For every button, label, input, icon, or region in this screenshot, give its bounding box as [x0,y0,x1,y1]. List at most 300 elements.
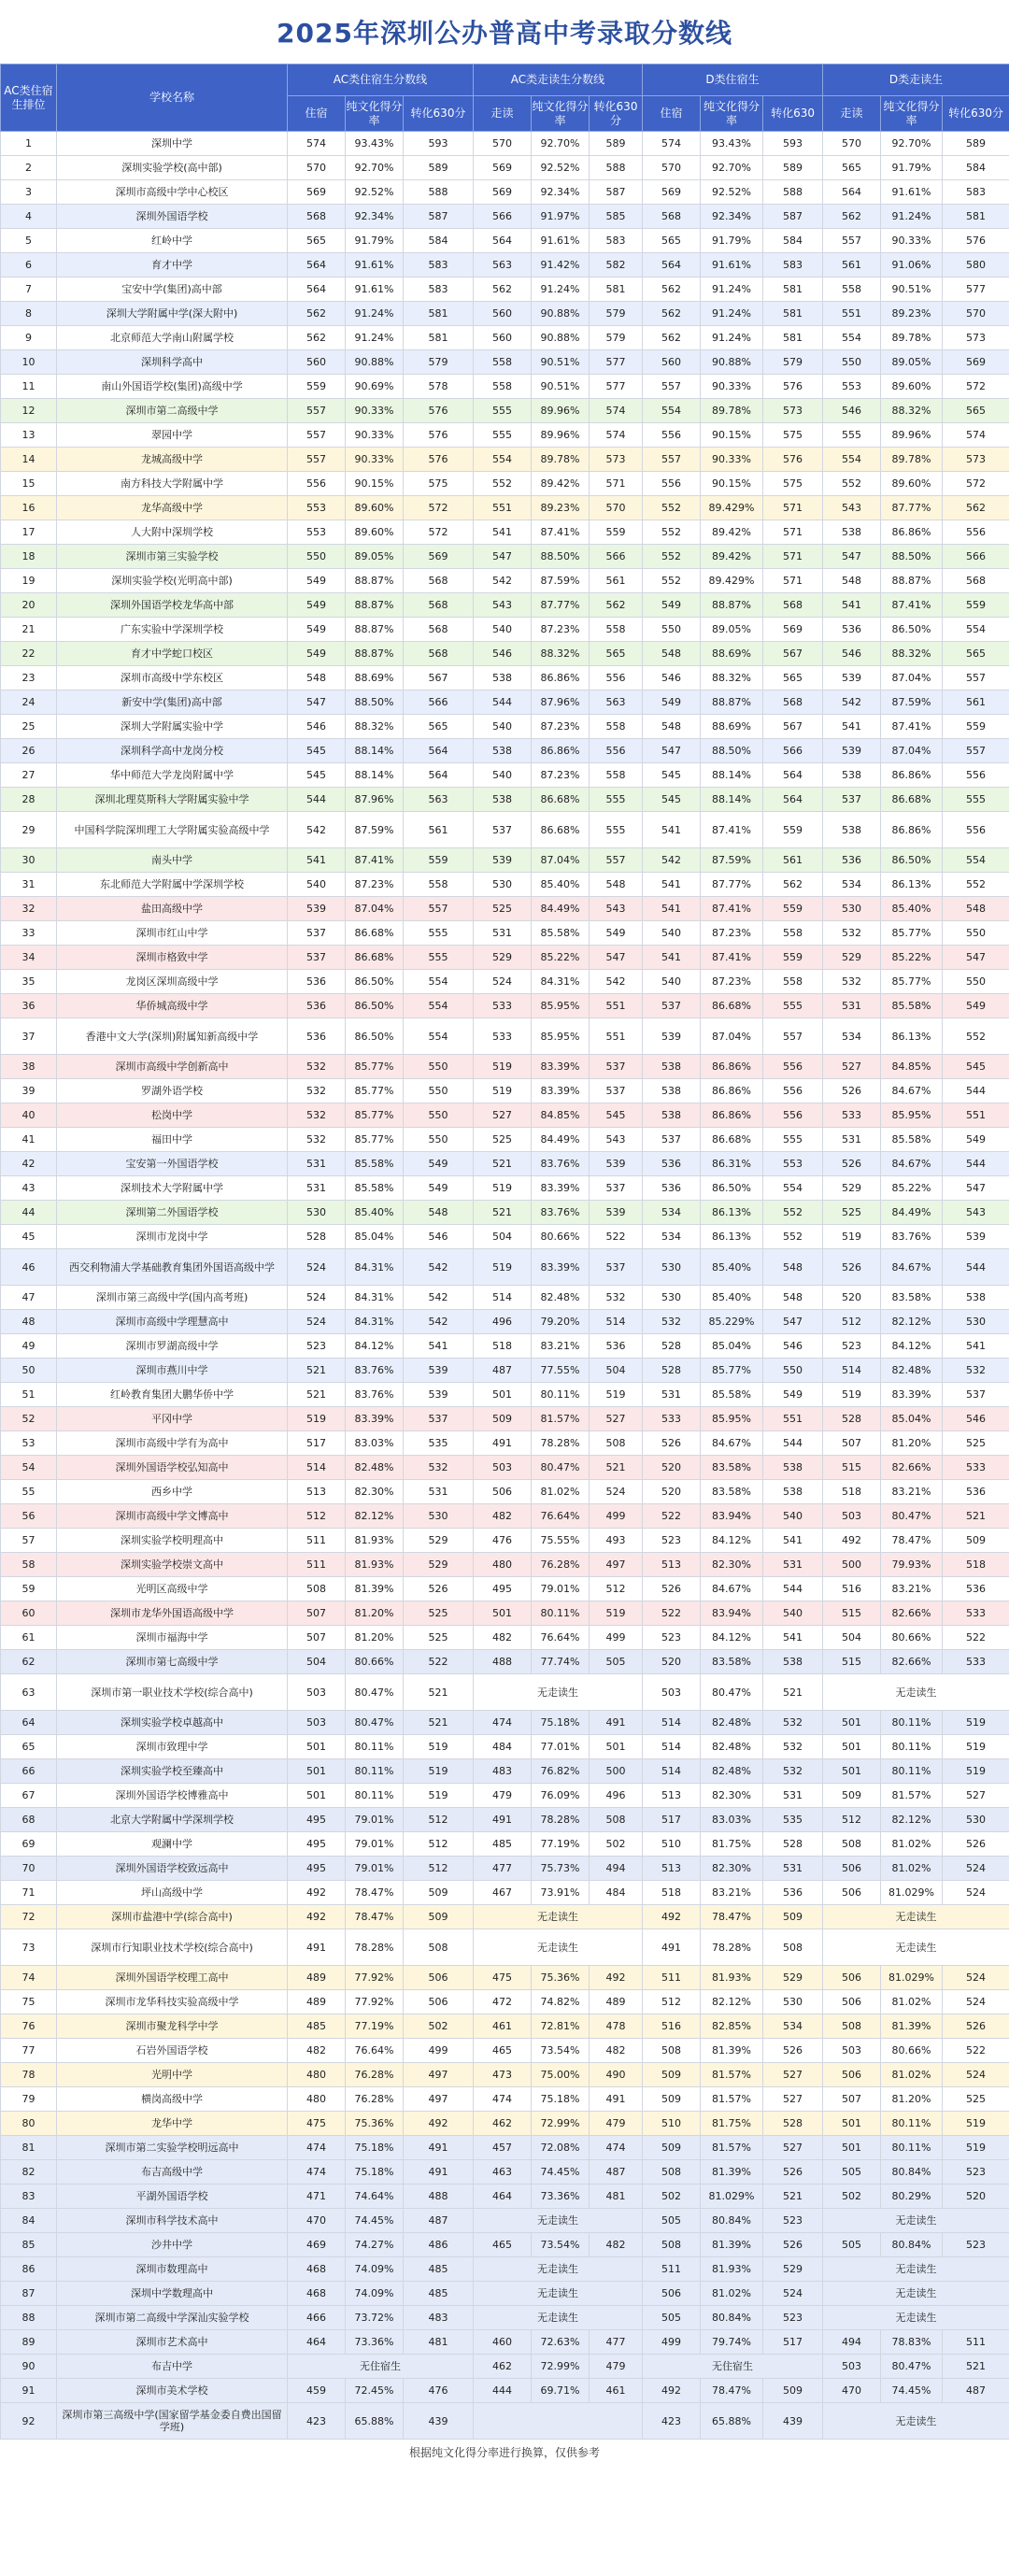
cell-d-day-score: 519 [823,1383,881,1407]
cell-d-day-rate: 87.04% [881,739,943,763]
cell-d-day-score: 506 [823,1881,881,1905]
cell-rank: 74 [1,1966,57,1990]
cell-d-day-conv: 559 [943,715,1009,739]
cell-d-res-score: 548 [643,715,701,739]
cell-d-res-conv: 548 [763,1249,823,1286]
cell-d-res-score: 542 [643,848,701,873]
cell-school: 深圳技术大学附属中学 [57,1176,288,1201]
cell-ac-res-score: 524 [288,1286,346,1310]
cell-d-day-score: 526 [823,1249,881,1286]
cell-ac-res-rate: 90.33% [346,423,404,448]
cell-d-res-conv: 538 [763,1480,823,1504]
cell-ac-day-rate: 75.18% [532,1711,590,1735]
cell-ac-res-score: 475 [288,2112,346,2136]
cell-ac-res-conv: 506 [404,1990,474,2014]
cell-rank: 30 [1,848,57,873]
cell-d-res-conv: 526 [763,2039,823,2063]
cell-d-res-rate: 88.69% [701,715,763,739]
cell-d-res-conv: 523 [763,2209,823,2233]
cell-ac-res-score: 513 [288,1480,346,1504]
cell-d-day-conv: 559 [943,593,1009,618]
cell-ac-day-score: 475 [474,1966,532,1990]
cell-d-res-score: 491 [643,1929,701,1966]
cell-ac-day-score: 566 [474,205,532,229]
cell-ac-res-conv: 512 [404,1832,474,1857]
cell-d-res-score: 514 [643,1759,701,1784]
cell-d-day-score: 534 [823,1018,881,1055]
cell-rank: 51 [1,1383,57,1407]
cell-school: 深圳大学附属实验中学 [57,715,288,739]
cell-rank: 56 [1,1504,57,1529]
cell-ac-res-rate: 91.24% [346,302,404,326]
cell-d-day-rate: 80.29% [881,2185,943,2209]
cell-d-day-rate: 84.49% [881,1201,943,1225]
cell-ac-res-rate: 88.14% [346,763,404,788]
table-row [1,205,1009,229]
table-row [1,1383,1009,1407]
cell-ac-day-conv: 499 [590,1626,643,1650]
cell-ac-day-rate: 91.24% [532,278,590,302]
cell-ac-day-score: 521 [474,1152,532,1176]
cell-d-res-score: 574 [643,132,701,156]
cell-d-day-conv: 519 [943,2112,1009,2136]
cell-rank: 76 [1,2014,57,2039]
table-row [1,2379,1009,2403]
cell-ac-res-conv: 499 [404,2039,474,2063]
cell-ac-res-score: 469 [288,2233,346,2257]
cell-d-res-rate: 87.04% [701,1018,763,1055]
cell-d-day-score: 515 [823,1456,881,1480]
cell-d-day-conv: 580 [943,253,1009,278]
cell-school: 盐田高级中学 [57,897,288,921]
cell-d-day-score: 553 [823,375,881,399]
cell-rank: 62 [1,1650,57,1674]
cell-ac-day-score: 546 [474,642,532,666]
cell-d-res-rate: 85.40% [701,1249,763,1286]
group-header-ac-resident: AC类住宿生分数线 [288,64,474,96]
cell-d-res-conv: 575 [763,472,823,496]
cell-d-day-score-none: 无走读生 [823,2209,1009,2233]
cell-d-day-score: 546 [823,399,881,423]
cell-ac-res-conv: 537 [404,1407,474,1431]
cell-ac-res-conv: 558 [404,873,474,897]
cell-school: 红岭中学 [57,229,288,253]
cell-ac-res-rate: 89.60% [346,496,404,520]
cell-d-res-conv: 568 [763,593,823,618]
col-header-d-res-rate: 纯文化得分率 [701,96,763,132]
cell-rank: 70 [1,1857,57,1881]
cell-d-day-rate: 87.59% [881,690,943,715]
cell-d-res-rate: 89.429% [701,496,763,520]
cell-d-day-conv: 524 [943,1966,1009,1990]
cell-ac-res-conv: 542 [404,1249,474,1286]
cell-d-res-score: 557 [643,375,701,399]
cell-d-res-rate: 81.39% [701,2039,763,2063]
cell-d-res-score: 557 [643,448,701,472]
cell-d-res-conv: 530 [763,1990,823,2014]
table-row [1,970,1009,994]
cell-ac-res-rate: 74.64% [346,2185,404,2209]
cell-ac-day-rate: 81.57% [532,1407,590,1431]
cell-d-day-conv: 524 [943,1857,1009,1881]
table-row [1,1577,1009,1601]
cell-ac-res-conv: 549 [404,1176,474,1201]
cell-ac-day-rate: 82.48% [532,1286,590,1310]
cell-d-day-rate: 81.20% [881,1431,943,1456]
cell-ac-res-score: 557 [288,448,346,472]
cell-d-day-score: 492 [823,1529,881,1553]
cell-ac-day-rate: 89.96% [532,399,590,423]
cell-ac-res-conv: 502 [404,2014,474,2039]
table-row [1,1456,1009,1480]
cell-d-res-conv: 581 [763,278,823,302]
cell-ac-res-rate: 86.50% [346,970,404,994]
cell-d-res-score: 541 [643,873,701,897]
cell-ac-day-conv: 563 [590,690,643,715]
cell-ac-res-rate: 92.52% [346,180,404,205]
cell-d-day-score: 507 [823,1431,881,1456]
cell-d-res-rate: 88.87% [701,593,763,618]
cell-d-res-conv: 508 [763,1929,823,1966]
cell-d-res-conv: 571 [763,569,823,593]
cell-d-day-score: 536 [823,618,881,642]
cell-ac-day-rate: 78.28% [532,1431,590,1456]
cell-ac-res-score: 501 [288,1784,346,1808]
cell-d-day-conv: 524 [943,2063,1009,2087]
cell-rank: 27 [1,763,57,788]
cell-d-day-rate: 90.51% [881,278,943,302]
cell-d-res-conv: 527 [763,2136,823,2160]
cell-d-res-conv: 547 [763,1310,823,1334]
cell-rank: 78 [1,2063,57,2087]
cell-d-res-score: 499 [643,2330,701,2355]
cell-d-res-rate: 81.39% [701,2160,763,2185]
cell-d-res-rate: 87.23% [701,921,763,946]
cell-ac-res-conv: 563 [404,788,474,812]
cell-ac-day-score: 474 [474,2087,532,2112]
cell-ac-day-score: 487 [474,1359,532,1383]
cell-d-res-conv: 576 [763,375,823,399]
table-row [1,897,1009,921]
cell-d-res-conv: 589 [763,156,823,180]
cell-ac-res-conv: 569 [404,545,474,569]
cell-ac-res-conv: 566 [404,690,474,715]
cell-d-day-rate: 81.57% [881,1784,943,1808]
cell-ac-day-conv: 477 [590,2330,643,2355]
cell-school: 深圳市美术学校 [57,2379,288,2403]
cell-d-day-score: 532 [823,970,881,994]
cell-d-day-conv: 544 [943,1249,1009,1286]
cell-school: 深圳外国语学校弘知高中 [57,1456,288,1480]
cell-ac-day-rate: 77.01% [532,1735,590,1759]
cell-ac-day-conv: 490 [590,2063,643,2087]
cell-ac-day-conv: 555 [590,812,643,848]
cell-d-res-score: 540 [643,970,701,994]
cell-ac-res-score: 504 [288,1650,346,1674]
cell-ac-day-rate: 76.64% [532,1504,590,1529]
cell-d-res-rate: 84.12% [701,1529,763,1553]
cell-ac-day-rate: 86.68% [532,788,590,812]
cell-d-res-score: 534 [643,1201,701,1225]
table-row [1,1079,1009,1103]
cell-ac-res-rate: 76.28% [346,2087,404,2112]
cell-ac-res-score: 521 [288,1383,346,1407]
cell-d-day-conv: 556 [943,520,1009,545]
cell-d-day-score: 565 [823,156,881,180]
cell-ac-res-score: 491 [288,1929,346,1966]
cell-ac-day-rate: 86.68% [532,812,590,848]
cell-d-res-score: 570 [643,156,701,180]
cell-rank: 41 [1,1128,57,1152]
table-row [1,812,1009,848]
cell-ac-day-rate: 80.66% [532,1225,590,1249]
cell-ac-res-conv: 588 [404,180,474,205]
cell-d-day-rate: 78.47% [881,1529,943,1553]
cell-d-res-score: 568 [643,205,701,229]
cell-d-day-score-none: 无走读生 [823,1905,1009,1929]
cell-ac-day-conv: 539 [590,1152,643,1176]
cell-ac-res-rate: 81.20% [346,1626,404,1650]
cell-ac-res-conv: 476 [404,2379,474,2403]
cell-ac-res-conv: 565 [404,715,474,739]
cell-d-res-rate: 87.41% [701,897,763,921]
cell-ac-day-conv: 577 [590,375,643,399]
cell-ac-day-conv: 557 [590,848,643,873]
cell-ac-res-score: 489 [288,1966,346,1990]
cell-ac-day-rate: 85.58% [532,921,590,946]
cell-ac-res-rate: 90.33% [346,399,404,423]
cell-ac-res-score: 530 [288,1201,346,1225]
table-row [1,448,1009,472]
cell-d-day-score: 494 [823,2330,881,2355]
cell-ac-day-rate: 86.86% [532,666,590,690]
cell-ac-day-score: 465 [474,2233,532,2257]
cell-d-res-rate: 84.12% [701,1626,763,1650]
table-row [1,1225,1009,1249]
cell-ac-res-score: 474 [288,2136,346,2160]
cell-rank: 42 [1,1152,57,1176]
cell-d-res-rate: 83.94% [701,1601,763,1626]
cell-d-day-conv: 519 [943,2136,1009,2160]
cell-school: 深圳市高级中学理慧高中 [57,1310,288,1334]
cell-rank: 87 [1,2282,57,2306]
cell-school: 深圳外国语学校理工高中 [57,1966,288,1990]
cell-school: 南方科技大学附属中学 [57,472,288,496]
cell-ac-res-score: 547 [288,690,346,715]
group-header-d-resident: D类住宿生 [643,64,823,96]
cell-rank: 61 [1,1626,57,1650]
cell-d-day-conv: 577 [943,278,1009,302]
cell-ac-res-rate: 85.77% [346,1128,404,1152]
cell-school: 新安中学(集团)高中部 [57,690,288,715]
cell-d-res-rate: 92.34% [701,205,763,229]
table-row [1,1201,1009,1225]
table-row [1,1759,1009,1784]
cell-d-res-score: 518 [643,1881,701,1905]
cell-rank: 73 [1,1929,57,1966]
cell-d-day-rate: 91.06% [881,253,943,278]
cell-d-res-score: 509 [643,2087,701,2112]
col-header-ac-day-score: 走读 [474,96,532,132]
cell-d-res-rate: 90.15% [701,423,763,448]
col-header-ac-res-score: 住宿 [288,96,346,132]
cell-ac-day-score: 484 [474,1735,532,1759]
cell-ac-res-conv: 550 [404,1128,474,1152]
cell-d-res-rate: 82.48% [701,1735,763,1759]
cell-ac-day-rate: 87.41% [532,520,590,545]
cell-ac-res-rate: 78.47% [346,1905,404,1929]
cell-rank: 65 [1,1735,57,1759]
col-header-d-res-score: 住宿 [643,96,701,132]
cell-d-day-conv: 541 [943,1334,1009,1359]
cell-d-day-conv: 533 [943,1601,1009,1626]
cell-rank: 83 [1,2185,57,2209]
cell-ac-day-rate: 79.01% [532,1577,590,1601]
cell-d-day-rate: 84.67% [881,1152,943,1176]
cell-d-day-conv: 549 [943,1128,1009,1152]
cell-d-res-conv: 524 [763,2282,823,2306]
cell-d-res-score: 520 [643,1650,701,1674]
cell-ac-res-score: 536 [288,1018,346,1055]
cell-d-day-score: 503 [823,1504,881,1529]
cell-d-res-conv: 549 [763,1383,823,1407]
cell-d-res-conv: 556 [763,1079,823,1103]
cell-ac-res-score: 503 [288,1711,346,1735]
cell-ac-res-conv: 555 [404,921,474,946]
cell-ac-res-score: 557 [288,399,346,423]
cell-d-res-conv: 531 [763,1784,823,1808]
cell-d-day-rate: 85.22% [881,1176,943,1201]
cell-ac-res-rate: 77.19% [346,2014,404,2039]
cell-ac-day-rate: 87.77% [532,593,590,618]
cell-rank: 3 [1,180,57,205]
cell-d-res-score: 510 [643,2112,701,2136]
cell-ac-res-conv: 550 [404,1079,474,1103]
cell-ac-res-rate: 75.36% [346,2112,404,2136]
cell-ac-day-rate: 85.22% [532,946,590,970]
cell-ac-res-score: 464 [288,2330,346,2355]
cell-school: 平湖外国语学校 [57,2185,288,2209]
cell-d-day-score: 508 [823,1832,881,1857]
cell-d-day-score-none: 无走读生 [823,2282,1009,2306]
cell-ac-day-rate: 91.97% [532,205,590,229]
cell-ac-day-conv: 579 [590,302,643,326]
cell-d-day-rate: 89.60% [881,472,943,496]
cell-ac-res-rate: 77.92% [346,1990,404,2014]
cell-ac-res-conv: 575 [404,472,474,496]
cell-d-res-conv: 559 [763,897,823,921]
cell-ac-day-score: 444 [474,2379,532,2403]
cell-school: 深圳外国语学校博雅高中 [57,1784,288,1808]
cell-d-day-rate: 80.47% [881,1504,943,1529]
cell-ac-day-rate: 83.39% [532,1176,590,1201]
table-row [1,375,1009,399]
table-row [1,1735,1009,1759]
cell-d-res-conv: 564 [763,788,823,812]
cell-ac-res-score: 553 [288,520,346,545]
cell-ac-day-rate: 87.59% [532,569,590,593]
cell-ac-day-score: 547 [474,545,532,569]
cell-ac-res-conv: 568 [404,569,474,593]
cell-d-day-rate: 80.84% [881,2233,943,2257]
cell-d-res-conv: 550 [763,1359,823,1383]
cell-d-day-conv: 537 [943,1383,1009,1407]
cell-ac-res-score: 468 [288,2282,346,2306]
cell-d-res-rate: 85.229% [701,1310,763,1334]
cell-ac-res-conv: 576 [404,448,474,472]
table-row [1,2185,1009,2209]
cell-ac-res-rate: 88.87% [346,569,404,593]
cell-rank: 44 [1,1201,57,1225]
table-row [1,1832,1009,1857]
cell-ac-res-conv: 542 [404,1286,474,1310]
cell-ac-day-conv: 512 [590,1577,643,1601]
table-row [1,1249,1009,1286]
cell-d-res-score: 552 [643,520,701,545]
cell-ac-res-conv: 512 [404,1857,474,1881]
cell-d-day-conv: 584 [943,156,1009,180]
cell-ac-day-score: 483 [474,1759,532,1784]
cell-ac-day-conv: 551 [590,994,643,1018]
cell-ac-day-conv: 559 [590,520,643,545]
cell-ac-day-score: 540 [474,715,532,739]
table-row [1,1128,1009,1152]
cell-d-res-score: 503 [643,1674,701,1711]
cell-d-day-conv: 556 [943,812,1009,848]
cell-d-day-conv: 565 [943,399,1009,423]
cell-d-day-score: 538 [823,763,881,788]
cell-d-res-conv: 551 [763,1407,823,1431]
col-header-ac-res-rate: 纯文化得分率 [346,96,404,132]
cell-rank: 85 [1,2233,57,2257]
cell-ac-day-conv: 566 [590,545,643,569]
cell-ac-res-conv: 559 [404,848,474,873]
cell-d-day-rate: 86.50% [881,848,943,873]
cell-d-day-conv: 533 [943,1650,1009,1674]
cell-ac-day-rate: 89.23% [532,496,590,520]
cell-ac-day-rate: 84.31% [532,970,590,994]
cell-ac-res-score: 531 [288,1152,346,1176]
cell-school: 南山外国语学校(集团)高级中学 [57,375,288,399]
cell-ac-day-rate: 75.55% [532,1529,590,1553]
cell-ac-res-score: 423 [288,2403,346,2440]
cell-d-res-rate: 87.41% [701,946,763,970]
cell-school: 福田中学 [57,1128,288,1152]
cell-ac-res-conv: 487 [404,2209,474,2233]
cell-d-res-rate: 93.43% [701,132,763,156]
cell-ac-day-score: 480 [474,1553,532,1577]
cell-d-day-conv: 561 [943,690,1009,715]
cell-ac-day-rate: 69.71% [532,2379,590,2403]
cell-ac-res-conv: 554 [404,994,474,1018]
cell-rank: 49 [1,1334,57,1359]
cell-rank: 40 [1,1103,57,1128]
cell-school: 光明中学 [57,2063,288,2087]
cell-d-day-conv: 549 [943,994,1009,1018]
cell-d-res-score: 516 [643,2014,701,2039]
cell-ac-res-rate: 87.59% [346,812,404,848]
cell-d-res-conv: 579 [763,350,823,375]
cell-ac-res-score: 562 [288,302,346,326]
cell-d-res-score: 552 [643,496,701,520]
cell-d-res-conv: 576 [763,448,823,472]
cell-school: 深圳实验学校(光明高中部) [57,569,288,593]
cell-ac-res-rate: 78.28% [346,1929,404,1966]
cell-ac-res-conv: 483 [404,2306,474,2330]
cell-d-res-score: 556 [643,423,701,448]
cell-ac-res-score: 568 [288,205,346,229]
cell-ac-res-rate: 90.88% [346,350,404,375]
